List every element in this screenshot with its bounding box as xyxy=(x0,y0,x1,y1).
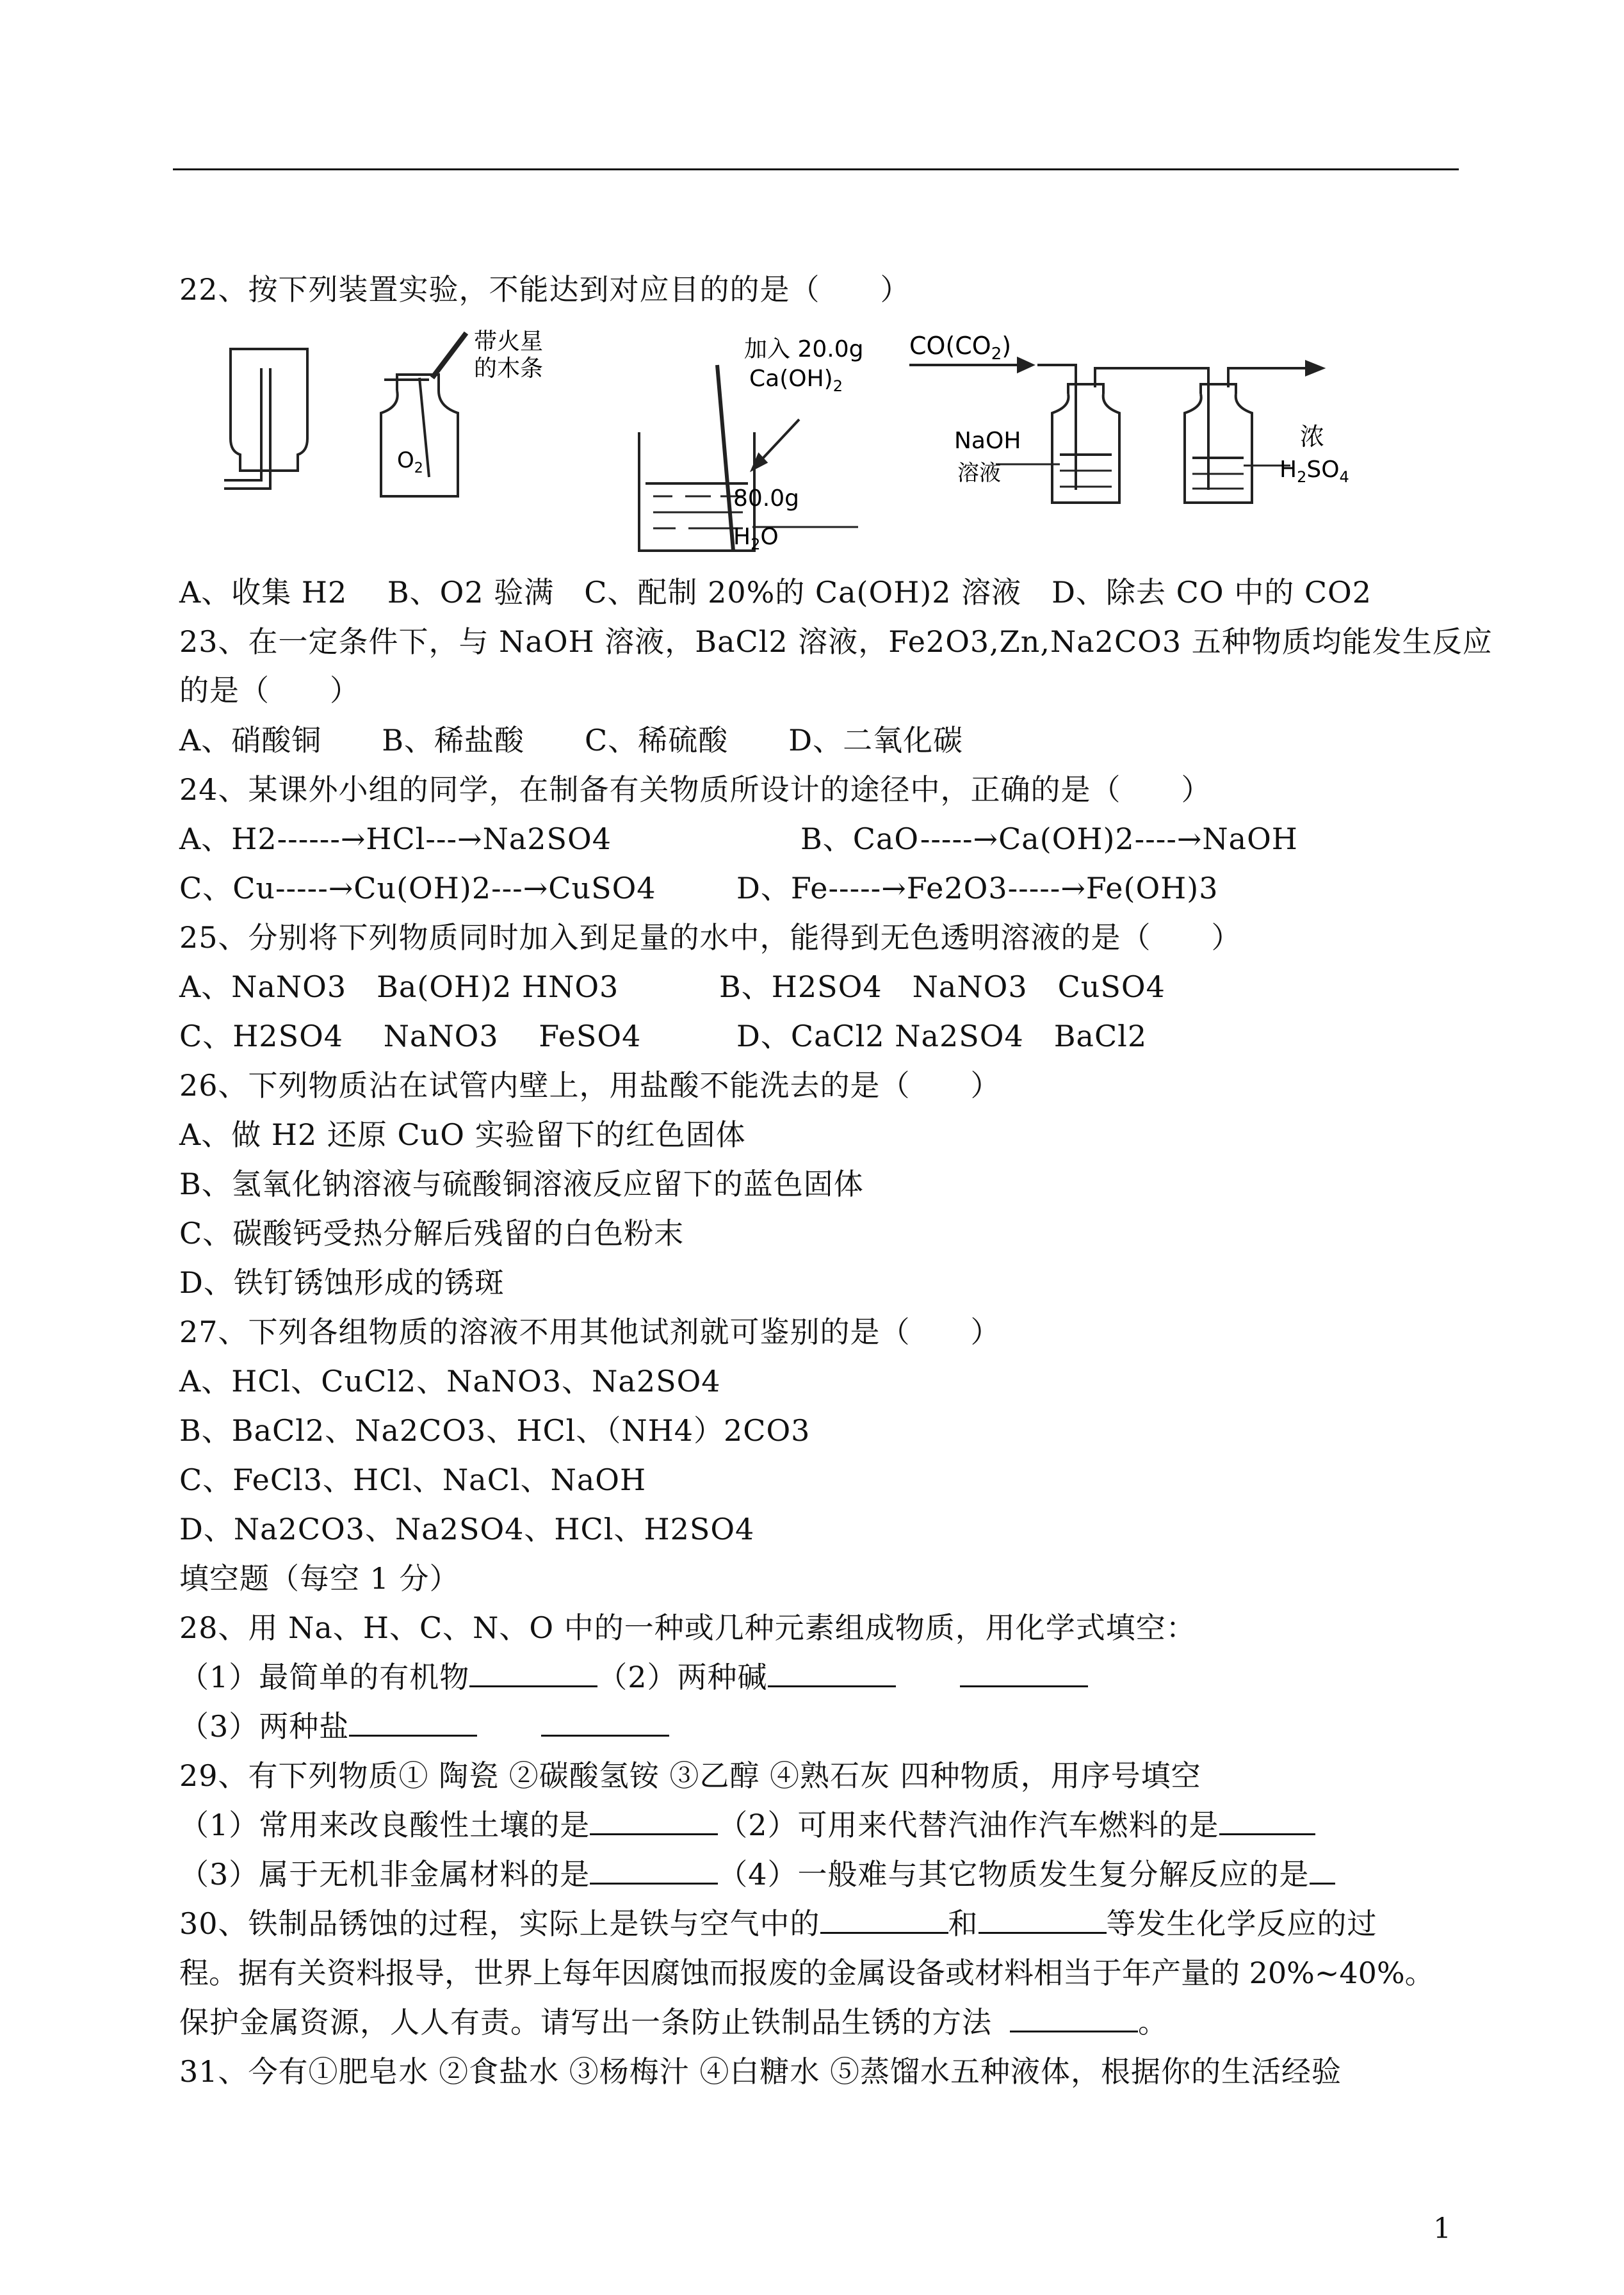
q24-option-c: C、Cu-----→Cu(OH)2---→CuSO4 xyxy=(179,871,656,905)
q30-blank-3[interactable] xyxy=(1010,2005,1138,2032)
q28-blank-1[interactable] xyxy=(469,1660,597,1687)
q30-blank-1[interactable] xyxy=(820,1906,948,1934)
fig-c-water-mass: 80.0g xyxy=(733,485,800,512)
q28-blank-4[interactable] xyxy=(349,1709,477,1737)
fig-c-add-label: 加入 20.0g xyxy=(744,336,864,362)
q24-option-b: B、CaO-----→Ca(OH)2----→NaOH xyxy=(800,822,1298,856)
q25-option-d: D、CaCl2 Na2SO4 BaCl2 xyxy=(736,1019,1148,1053)
q27-option-b: B、BaCl2、Na2CO3、HCl、（NH4）2CO3 xyxy=(179,1413,811,1448)
q24-option-d: D、Fe-----→Fe2O3-----→Fe(OH)3 xyxy=(736,871,1219,905)
q30-line1: 30、铁制品锈蚀的过程，实际上是铁与空气中的 和 等发生化学反应的过 xyxy=(179,1906,1377,1941)
fig-c-beaker xyxy=(639,365,858,551)
q28-stem: 28、用 Na、H、C、N、O 中的一种或几种元素组成物质，用化学式填空： xyxy=(179,1610,1196,1645)
q28-part1-2: （1）最简单的有机物 （2）两种碱 xyxy=(179,1658,1088,1696)
fig-d-naoh-label: NaOH xyxy=(954,428,1021,454)
q28-blank-3[interactable] xyxy=(960,1660,1088,1687)
q22-options: A、收集 H2 B、O2 验满 C、配制 20%的 Ca(OH)2 溶液 D、除去 CO 中的 CO2 xyxy=(179,575,1372,610)
section-heading: 填空题（每空 1 分） xyxy=(179,1561,460,1596)
q29-blank-4[interactable] xyxy=(1310,1857,1335,1885)
q23-options: A、硝酸铜 B、稀盐酸 C、稀硫酸 D、二氧化碳 xyxy=(179,723,964,758)
q31-stem: 31、今有①肥皂水 ②食盐水 ③杨梅汁 ④白糖水 ⑤蒸馏水五种液体，根据你的生活经验 xyxy=(179,2054,1342,2089)
q25-option-c: C、H2SO4 NaNO3 FeSO4 xyxy=(179,1019,642,1053)
q28-blank-5[interactable] xyxy=(541,1709,669,1737)
fig-b-splint-label-2: 的木条 xyxy=(474,355,544,382)
q30-blank-2[interactable] xyxy=(978,1906,1107,1934)
q30-line3: 保护金属资源，人人有责。请写出一条防止铁制品生锈的方法 。 xyxy=(179,2005,1168,2040)
q29-stem: 29、有下列物质① 陶瓷 ②碳酸氢铵 ③乙醇 ④熟石灰 四种物质，用序号填空 xyxy=(179,1758,1201,1793)
q29-part3-4: （3）属于无机非金属材料的是 （4）一般难与其它物质发生复分解反应的是 xyxy=(179,1855,1335,1894)
q22-apparatus-figure xyxy=(211,323,1402,560)
q27-stem: 27、下列各组物质的溶液不用其他试剂就可鉴别的是（ ） xyxy=(179,1315,1001,1349)
q28-blank-2[interactable] xyxy=(768,1660,896,1687)
fig-c-caoh2-label: $Ca(OH)_2$ xyxy=(749,366,843,395)
q24-option-a: A、H2------→HCl---→Na2SO4 xyxy=(179,822,612,856)
q26-stem: 26、下列物质沾在试管内壁上，用盐酸不能洗去的是（ ） xyxy=(179,1068,1001,1103)
header-rule xyxy=(173,168,1459,170)
q29-blank-1[interactable] xyxy=(590,1808,718,1835)
q29-blank-2[interactable] xyxy=(1219,1808,1315,1835)
fig-b-o2-bottle xyxy=(381,333,466,496)
fig-b-splint-label-1: 带火星 xyxy=(474,328,544,355)
page-number: 1 xyxy=(1433,2212,1451,2245)
q22-stem: 22、按下列装置实验，不能达到对应目的的是（ ） xyxy=(179,272,911,307)
q29-blank-3[interactable] xyxy=(590,1857,718,1885)
q26-option-c: C、碳酸钙受热分解后残留的白色粉末 xyxy=(179,1216,685,1251)
q29-part1-2: （1）常用来改良酸性土壤的是 （2）可用来代替汽油作汽车燃料的是 xyxy=(179,1806,1315,1844)
q28-part3: （3）两种盐 xyxy=(179,1707,669,1746)
q27-option-d: D、Na2CO3、Na2SO4、HCl、H2SO4 xyxy=(179,1512,755,1546)
fig-d-h2so4-label: $H_2SO_4$ xyxy=(1279,457,1349,486)
fig-a-gas-bottle xyxy=(224,349,307,489)
q30-line2: 程。据有关资料报导，世界上每年因腐蚀而报废的金属设备或材料相当于年产量的 20%~40%。 xyxy=(179,1956,1434,1990)
q24-stem: 24、某课外小组的同学，在制备有关物质所设计的途径中，正确的是（ ） xyxy=(179,772,1212,807)
q27-option-c: C、FeCl3、HCl、NaCl、NaOH xyxy=(179,1463,647,1497)
q26-option-d: D、铁钉锈蚀形成的锈斑 xyxy=(179,1265,505,1300)
q23-stem-line2: 的是（ ） xyxy=(179,673,360,708)
fig-d-conc-label: 浓 xyxy=(1300,423,1325,451)
q25-option-a: A、NaNO3 Ba(OH)2 HNO3 xyxy=(179,969,619,1004)
fig-d-naoh-solution-label: 溶液 xyxy=(957,460,1001,486)
q26-option-b: B、氢氧化钠溶液与硫酸铜溶液反应留下的蓝色固体 xyxy=(179,1167,864,1201)
q25-stem: 25、分别将下列物质同时加入到足量的水中，能得到无色透明溶液的是（ ） xyxy=(179,920,1242,955)
q25-option-b: B、H2SO4 NaNO3 CuSO4 xyxy=(719,969,1165,1004)
q23-stem-line1: 23、在一定条件下，与 NaOH 溶液，BaCl2 溶液，Fe2O3,Zn,Na2CO3 五种物质均能发生反应 xyxy=(179,624,1493,659)
q27-option-a: A、HCl、CuCl2、NaNO3、Na2SO4 xyxy=(179,1364,721,1399)
q26-option-a: A、做 H2 还原 CuO 实验留下的红色固体 xyxy=(179,1117,746,1152)
fig-d-gas-label: $CO(CO_2)$ xyxy=(909,332,1012,364)
fig-c-water-label: $H_2O$ xyxy=(733,524,779,553)
fig-b-o2-label: $O_2$ xyxy=(397,448,423,476)
